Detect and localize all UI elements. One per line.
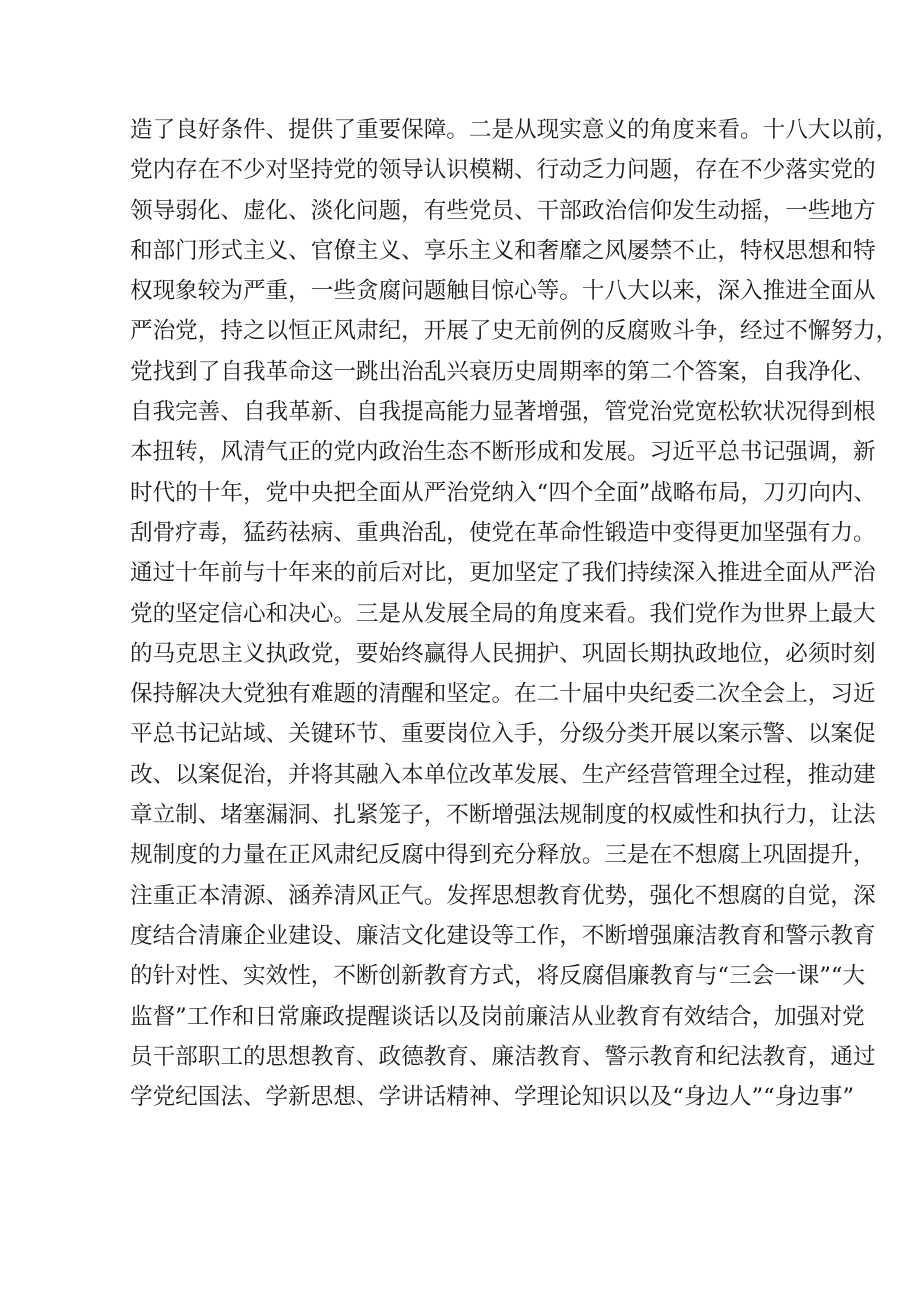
text-line: 党的坚定信心和决心。三是从发展全局的角度来看。我们党作为世界上最大 xyxy=(130,600,876,627)
text-line: 自我完善、自我革新、自我提高能力显著增强，管党治党宽松软状况得到根 xyxy=(130,399,876,426)
text-line: 监督”工作和日常廉政提醒谈话以及岗前廉洁从业教育有效结合，加强对党 xyxy=(130,1003,865,1030)
text-line: 通过十年前与十年来的前后对比，更加坚定了我们持续深入推进全面从严治 xyxy=(130,560,876,587)
text-line: 党内存在不少对坚持党的领导认识模糊、行动乏力问题，存在不少落实党的 xyxy=(130,157,876,184)
text-line: 章立制、堵塞漏洞、扎紧笼子，不断增强法规制度的权威性和执行力，让法 xyxy=(130,802,876,829)
body-text xyxy=(130,110,899,1117)
text-line: 本扭转，风清气正的党内政治生态不断形成和发展。习近平总书记强调，新 xyxy=(130,439,876,466)
text-line: 平总书记站域、关键环节、重要岗位入手，分级分类开展以案示警、以案促 xyxy=(130,721,876,748)
text-line: 改、以案促治，并将其融入本单位改革发展、生产经营管理全过程，推动建 xyxy=(130,761,876,788)
text-line: 员干部职工的思想教育、政德教育、廉洁教育、警示教育和纪法教育，通过 xyxy=(130,1043,876,1070)
text-line: 学党纪国法、学新思想、学讲话精神、学理论知识以及“身边人”“身边事” xyxy=(130,1084,855,1111)
text-line: 刮骨疗毒，猛药祛病、重典治乱，使党在革命性锻造中变得更加坚强有力。 xyxy=(130,519,876,546)
text-line: 注重正本清源、涵养清风正气。发挥思想教育优势，强化不想腐的自觉，深 xyxy=(130,882,876,909)
text-line: 度结合清廉企业建设、廉洁文化建设等工作，不断增强廉洁教育和警示教育 xyxy=(130,922,876,949)
text-line: 严治党，持之以恒正风肃纪，开展了史无前例的反腐败斗争，经过不懈努力， xyxy=(130,318,899,345)
text-line: 和部门形式主义、官僚主义、享乐主义和奢靡之风屡禁不止，特权思想和特 xyxy=(130,237,876,264)
text-line: 领导弱化、虚化、淡化问题，有些党员、干部政治信仰发生动摇，一些地方 xyxy=(130,197,876,224)
text-line: 保持解决大党独有难题的清醒和坚定。在二十届中央纪委二次全会上，习近 xyxy=(130,681,876,708)
text-line: 造了良好条件、提供了重要保障。二是从现实意义的角度来看。十八大以前， xyxy=(130,117,899,143)
text-line: 党找到了自我革命这一跳出治乱兴衰历史周期率的第二个答案，自我净化、 xyxy=(130,358,876,385)
text-line: 权现象较为严重，一些贪腐问题触目惊心等。十八大以来，深入推进全面从 xyxy=(130,278,876,305)
text-line: 时代的十年，党中央把全面从严治党纳入“四个全面”战略布局，刀刃向内、 xyxy=(130,479,877,506)
text-line: 的针对性、实效性，不断创新教育方式，将反腐倡廉教育与“三会一课”“大 xyxy=(130,963,866,990)
text-line: 规制度的力量在正风肃纪反腐中得到充分释放。三是在不想腐上巩固提升， xyxy=(130,842,876,869)
text-line: 的马克思主义执政党，要始终赢得人民拥护、巩固长期执政地位，必须时刻 xyxy=(130,640,876,667)
